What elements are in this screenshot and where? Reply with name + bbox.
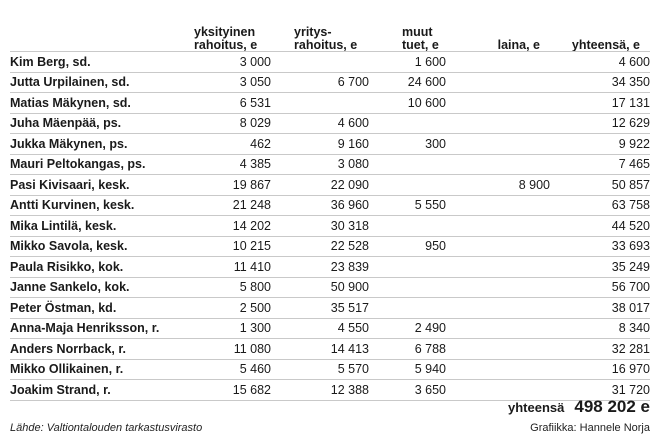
private-funding-cell: 21 248 [187,195,271,216]
other-support-cell [369,154,446,175]
total-cell: 4 600 [550,52,650,73]
table-header [0,26,660,52]
table-row [10,298,650,319]
header-private-funding: yksityinen rahoitus, e [194,25,258,52]
other-support-cell: 3 650 [369,380,446,401]
total-cell: 50 857 [550,175,650,196]
table-row [10,134,650,155]
table-row [10,236,650,257]
source-note: Lähde: Valtiontalouden tarkastusvirasto [10,422,203,434]
loan-cell [446,195,550,216]
grand-total [508,397,650,417]
private-funding-cell: 3 000 [187,52,271,73]
other-support-cell [369,257,446,278]
other-support-cell: 24 600 [369,72,446,93]
total-cell: 34 350 [550,72,650,93]
graphics-credit: Grafiikka: Hannele Norja [530,422,650,434]
other-support-cell: 5 940 [369,359,446,380]
total-cell: 63 758 [550,195,650,216]
corporate-funding-cell: 5 570 [271,359,369,380]
other-support-cell [369,298,446,319]
table-row [10,339,650,360]
private-funding-cell: 6 531 [187,93,271,114]
total-cell: 17 131 [550,93,650,114]
candidate-name: Anders Norrback, r. [10,339,187,360]
other-support-cell: 5 550 [369,195,446,216]
header-loan: laina, e [497,38,540,52]
corporate-funding-cell: 50 900 [271,277,369,298]
corporate-funding-cell: 4 600 [271,113,369,134]
loan-cell: 8 900 [446,175,550,196]
private-funding-cell: 11 410 [187,257,271,278]
loan-cell [446,257,550,278]
candidate-name: Pasi Kivisaari, kesk. [10,175,187,196]
other-support-cell: 10 600 [369,93,446,114]
funding-table [10,51,650,401]
candidate-name: Anna-Maja Henriksson, r. [10,318,187,339]
corporate-funding-cell: 35 517 [271,298,369,319]
loan-cell [446,359,550,380]
private-funding-cell: 15 682 [187,380,271,401]
candidate-name: Mikko Ollikainen, r. [10,359,187,380]
corporate-funding-cell: 14 413 [271,339,369,360]
other-support-cell [369,277,446,298]
grand-total-label: yhteensä [507,400,565,415]
loan-cell [446,113,550,134]
table-row [10,113,650,134]
candidate-name: Mikko Savola, kesk. [10,236,187,257]
table-row [10,257,650,278]
header-other-support: muut tuet, e [402,25,439,52]
private-funding-cell: 2 500 [187,298,271,319]
total-cell: 38 017 [550,298,650,319]
loan-cell [446,154,550,175]
corporate-funding-cell: 9 160 [271,134,369,155]
private-funding-cell: 3 050 [187,72,271,93]
corporate-funding-cell [271,52,369,73]
other-support-cell: 2 490 [369,318,446,339]
private-funding-cell: 10 215 [187,236,271,257]
loan-cell [446,236,550,257]
loan-cell [446,318,550,339]
candidate-name: Paula Risikko, kok. [10,257,187,278]
private-funding-cell: 462 [187,134,271,155]
corporate-funding-cell: 22 090 [271,175,369,196]
table-row [10,72,650,93]
other-support-cell: 1 600 [369,52,446,73]
total-cell: 7 465 [550,154,650,175]
other-support-cell: 300 [369,134,446,155]
candidate-name: Peter Östman, kd. [10,298,187,319]
other-support-cell [369,175,446,196]
corporate-funding-cell: 6 700 [271,72,369,93]
private-funding-cell: 1 300 [187,318,271,339]
total-cell: 33 693 [550,236,650,257]
candidate-name: Juha Mäenpää, ps. [10,113,187,134]
corporate-funding-cell: 23 839 [271,257,369,278]
candidate-name: Janne Sankelo, kok. [10,277,187,298]
table-row [10,195,650,216]
total-cell: 31 720 [550,380,650,401]
private-funding-cell: 14 202 [187,216,271,237]
private-funding-cell: 11 080 [187,339,271,360]
table-row [10,318,650,339]
candidate-name: Mika Lintilä, kesk. [10,216,187,237]
header-corporate-funding: yritys- rahoitus, e [294,25,358,52]
other-support-cell: 6 788 [369,339,446,360]
candidate-name: Mauri Peltokangas, ps. [10,154,187,175]
candidate-name: Kim Berg, sd. [10,52,187,73]
corporate-funding-cell: 30 318 [271,216,369,237]
loan-cell [446,134,550,155]
total-cell: 35 249 [550,257,650,278]
loan-cell [446,298,550,319]
candidate-name: Jutta Urpilainen, sd. [10,72,187,93]
total-cell: 8 340 [550,318,650,339]
private-funding-cell: 5 460 [187,359,271,380]
total-cell: 44 520 [550,216,650,237]
grand-total-value: 498 202 e [574,397,650,416]
total-cell: 32 281 [550,339,650,360]
corporate-funding-cell: 12 388 [271,380,369,401]
corporate-funding-cell [271,93,369,114]
loan-cell [446,72,550,93]
private-funding-cell: 19 867 [187,175,271,196]
candidate-name: Antti Kurvinen, kesk. [10,195,187,216]
table-row [10,175,650,196]
corporate-funding-cell: 3 080 [271,154,369,175]
other-support-cell [369,216,446,237]
table-row [10,216,650,237]
candidate-name: Joakim Strand, r. [10,380,187,401]
table-row [10,93,650,114]
loan-cell [446,93,550,114]
private-funding-cell: 5 800 [187,277,271,298]
corporate-funding-cell: 36 960 [271,195,369,216]
other-support-cell [369,113,446,134]
candidate-name: Jukka Mäkynen, ps. [10,134,187,155]
other-support-cell: 950 [369,236,446,257]
total-cell: 12 629 [550,113,650,134]
private-funding-cell: 8 029 [187,113,271,134]
corporate-funding-cell: 4 550 [271,318,369,339]
table-row [10,359,650,380]
header-total: yhteensä, e [571,38,640,52]
loan-cell [446,52,550,73]
table-row [10,277,650,298]
table-row [10,52,650,73]
total-cell: 16 970 [550,359,650,380]
candidate-name: Matias Mäkynen, sd. [10,93,187,114]
table-row [10,154,650,175]
total-cell: 56 700 [550,277,650,298]
total-cell: 9 922 [550,134,650,155]
corporate-funding-cell: 22 528 [271,236,369,257]
private-funding-cell: 4 385 [187,154,271,175]
table-body [10,52,650,401]
loan-cell [446,339,550,360]
loan-cell [446,277,550,298]
loan-cell [446,216,550,237]
